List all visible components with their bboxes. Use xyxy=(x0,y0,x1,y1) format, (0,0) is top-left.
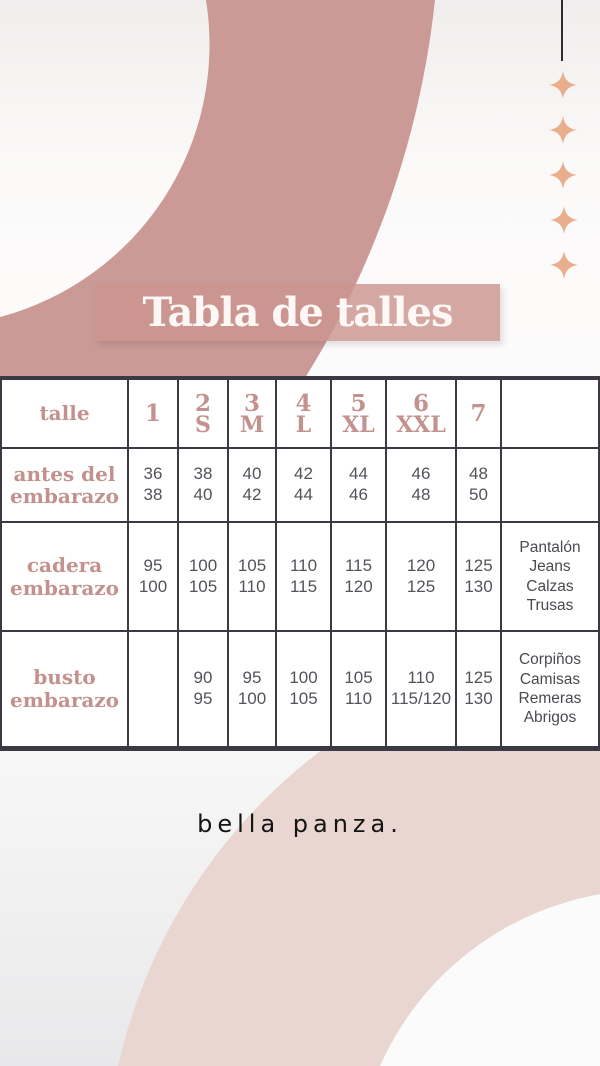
size-cell xyxy=(228,631,276,748)
size-col-header-2 xyxy=(178,378,228,448)
cell-line: 115 xyxy=(344,555,373,575)
cell-line: 38 xyxy=(193,464,213,484)
size-cell xyxy=(331,448,386,522)
category-cell xyxy=(501,631,599,748)
category-cell xyxy=(501,522,599,631)
cell-line: 95 xyxy=(193,688,213,708)
sparkle-icon xyxy=(549,161,577,189)
size-col-header-1 xyxy=(128,378,178,448)
size-cell xyxy=(456,522,501,631)
row-label xyxy=(1,631,128,748)
cell-line: 115/120 xyxy=(390,688,452,708)
category-item: Trusas xyxy=(526,596,574,614)
category-header-cell xyxy=(501,378,599,448)
size-col-header-3 xyxy=(228,378,276,448)
category-item: Calzas xyxy=(526,577,574,595)
cell-line: 105 xyxy=(344,668,373,688)
size-cell xyxy=(128,631,178,748)
size-letter: S xyxy=(195,411,211,438)
table-row-cadera xyxy=(1,522,599,631)
cell-line: 120 xyxy=(406,555,436,575)
cell-line: 100 xyxy=(237,688,267,708)
cell-line: 100 xyxy=(138,576,168,596)
size-cell xyxy=(228,522,276,631)
cell-line: 130 xyxy=(464,688,493,708)
brand-logo: bella panza. xyxy=(197,810,403,838)
cell-line: 46 xyxy=(349,485,368,504)
cell-line: 48 xyxy=(411,485,431,504)
cell-line: 110 xyxy=(407,668,435,688)
cell-line: 36 xyxy=(143,464,163,484)
cell-line: 44 xyxy=(349,464,368,484)
size-cell xyxy=(228,448,276,522)
cell-line: 95 xyxy=(143,555,163,575)
cell-line: 90 xyxy=(193,668,213,688)
cell-line: 110 xyxy=(344,688,373,708)
size-letter: XXL xyxy=(396,411,446,438)
row-label-line: embarazo xyxy=(9,575,120,600)
cell-line: 40 xyxy=(242,464,262,484)
size-cell xyxy=(331,631,386,748)
cell-line: 125 xyxy=(464,668,493,688)
vertical-line-decor xyxy=(561,0,563,61)
sparkle-icon xyxy=(550,206,578,234)
title-banner xyxy=(95,284,500,341)
cell-line: 125 xyxy=(406,576,436,596)
size-cell xyxy=(386,448,456,522)
size-letter: XL xyxy=(342,411,375,438)
size-cell xyxy=(456,631,501,748)
size-col-header-4 xyxy=(276,378,331,448)
cell-line: 95 xyxy=(242,668,262,688)
cell-line: 48 xyxy=(469,464,488,484)
sparkle-icon xyxy=(549,116,577,144)
column-header-talle xyxy=(1,378,128,448)
size-cell xyxy=(178,448,228,522)
table-header-row xyxy=(1,378,599,448)
cell-line: 115 xyxy=(289,576,318,596)
cell-line: 42 xyxy=(294,464,313,484)
category-item: Remeras xyxy=(518,689,582,707)
category-item: Abrigos xyxy=(523,708,577,726)
size-number: 2 xyxy=(194,389,211,417)
cell-line: 105 xyxy=(289,688,318,708)
size-col-header-6 xyxy=(386,378,456,448)
cell-line: 125 xyxy=(464,555,493,575)
size-table xyxy=(0,376,600,751)
header-label: talle xyxy=(39,401,90,426)
sparkle-icon xyxy=(550,251,578,279)
cell-line: 44 xyxy=(294,485,313,504)
cell-line: 42 xyxy=(242,485,262,504)
cell-line: 100 xyxy=(188,555,218,575)
size-col-header-5 xyxy=(331,378,386,448)
cell-line: 105 xyxy=(237,555,267,575)
cell-line: 46 xyxy=(411,464,431,484)
category-item: Camisas xyxy=(519,670,581,688)
size-cell xyxy=(276,631,331,748)
page-title: Tabla de talles xyxy=(142,289,453,336)
row-label-line: cadera xyxy=(26,553,103,578)
cell-line: 105 xyxy=(188,576,218,596)
row-label-line: embarazo xyxy=(9,484,120,508)
size-col-header-7 xyxy=(456,378,501,448)
size-number: 1 xyxy=(144,400,161,427)
category-item: Corpiños xyxy=(518,651,582,669)
size-cell xyxy=(331,522,386,631)
row-label xyxy=(1,522,128,631)
category-item: Pantalón xyxy=(519,539,581,557)
size-cell xyxy=(276,448,331,522)
size-number: 6 xyxy=(412,389,429,417)
size-number: 3 xyxy=(243,389,260,417)
cell-line: 120 xyxy=(344,576,373,596)
cell-line: 130 xyxy=(464,576,493,596)
size-cell xyxy=(178,631,228,748)
cell-line: 40 xyxy=(193,485,213,504)
table-row-busto xyxy=(1,631,599,748)
size-cell xyxy=(178,522,228,631)
cell-line: 50 xyxy=(469,485,488,504)
table-row-antes xyxy=(1,448,599,522)
size-number: 4 xyxy=(295,389,312,417)
size-letter: M xyxy=(239,411,265,438)
cell-line: 100 xyxy=(289,668,318,688)
row-label-line: embarazo xyxy=(9,687,120,712)
size-cell xyxy=(276,522,331,631)
size-number: 7 xyxy=(470,400,487,427)
cell-line: 38 xyxy=(143,485,163,504)
size-cell xyxy=(386,631,456,748)
row-label-line: antes del xyxy=(13,461,116,486)
cell-line: 110 xyxy=(238,576,266,596)
size-number: 5 xyxy=(350,389,367,417)
size-letter: L xyxy=(295,411,312,438)
size-cell xyxy=(456,448,501,522)
category-item: Jeans xyxy=(529,558,571,576)
row-label-line: busto xyxy=(33,665,96,690)
row-label xyxy=(1,448,128,522)
category-cell xyxy=(501,448,599,522)
size-cell xyxy=(386,522,456,631)
size-cell xyxy=(128,522,178,631)
sparkle-icon xyxy=(549,71,577,99)
cell-line: 110 xyxy=(289,555,318,575)
size-cell xyxy=(128,448,178,522)
